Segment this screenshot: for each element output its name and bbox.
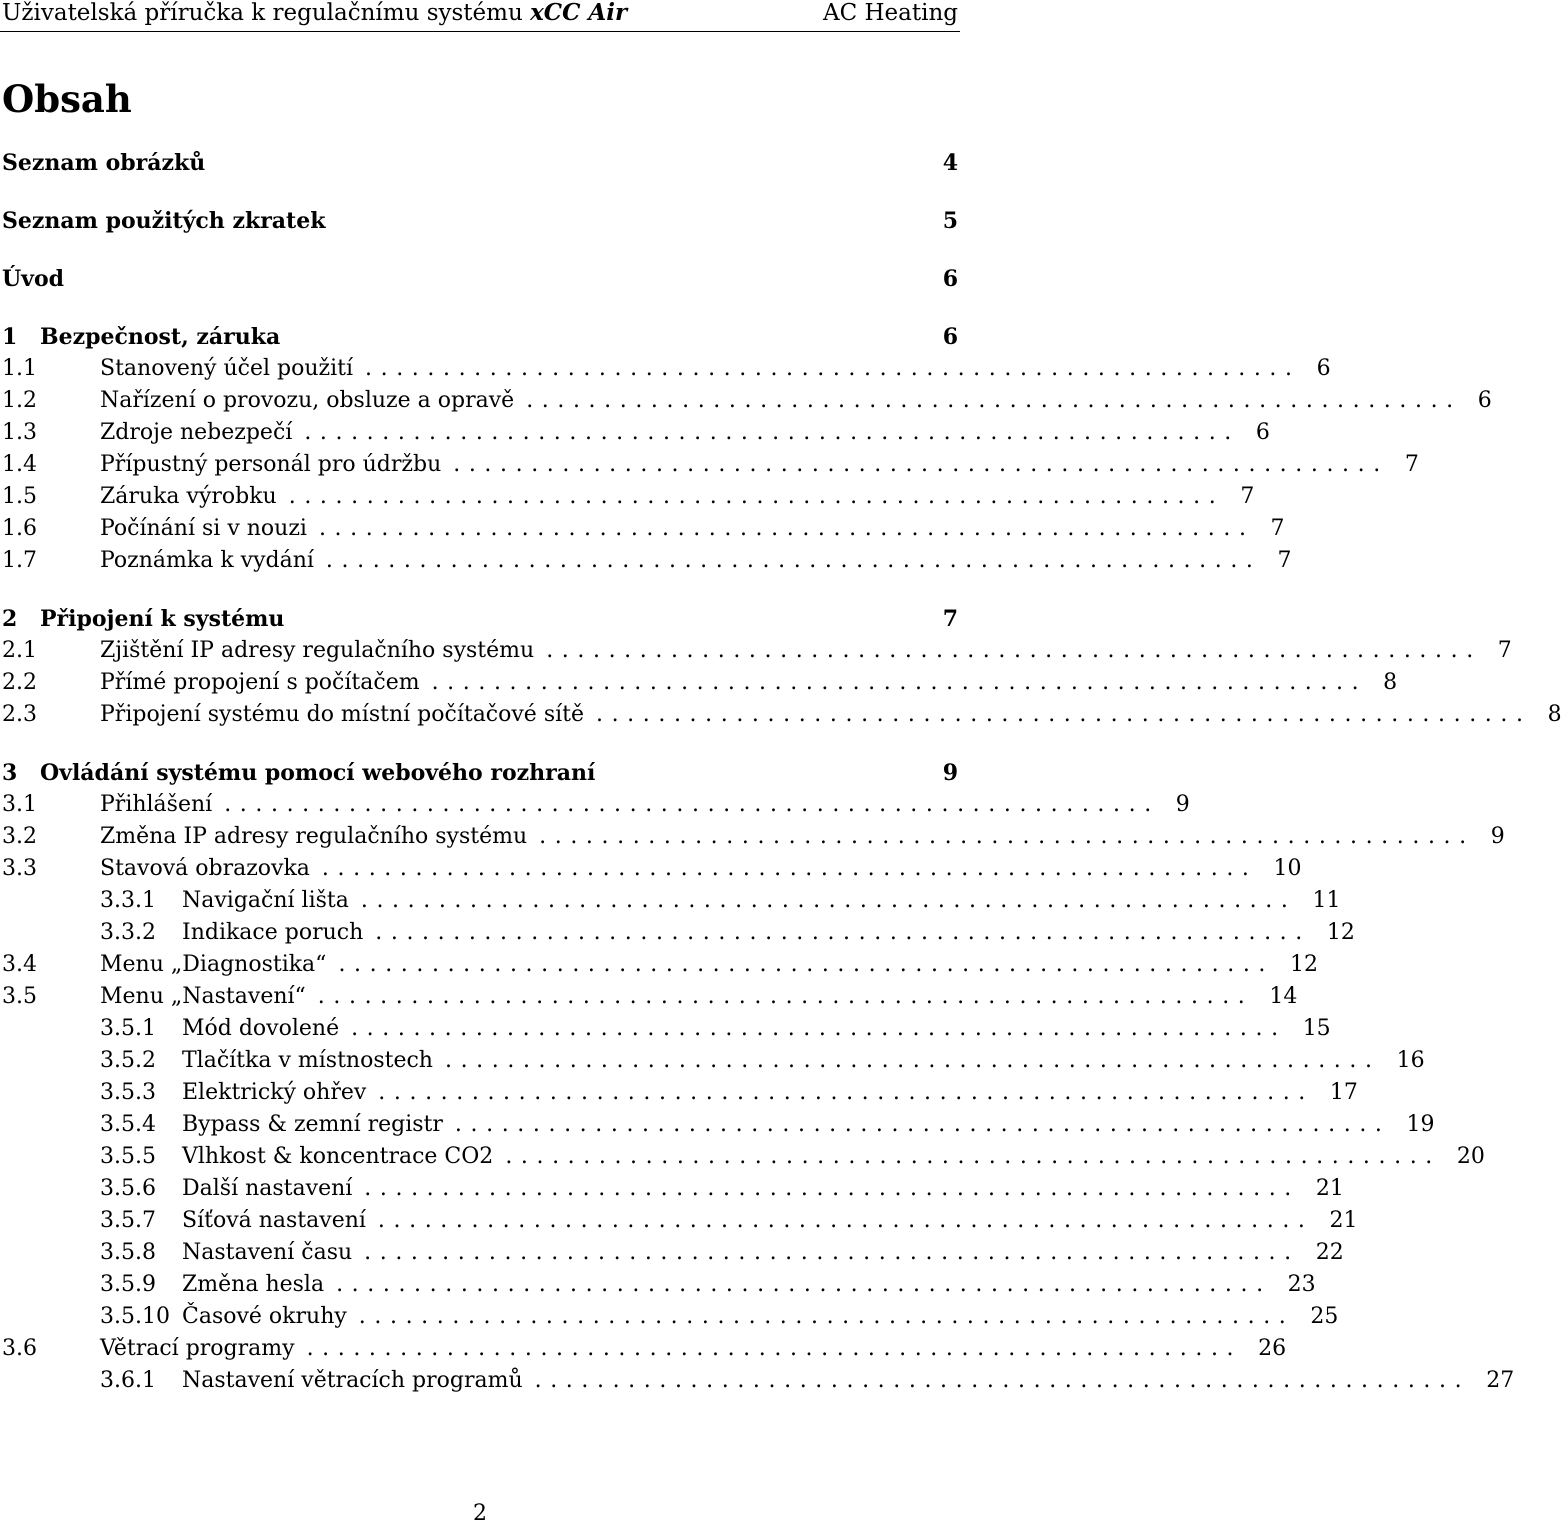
- toc-entry-page: 7: [1277, 548, 1292, 573]
- toc-dot-leader: ............................................................: [358, 1304, 1295, 1329]
- toc-entry-label: Nařízení o provozu, obsluze a opravě: [100, 388, 515, 413]
- toc-dot-leader: ............................................................: [365, 356, 1301, 381]
- toc-entry-number: 1.2: [2, 388, 37, 413]
- toc-subsection-entry[interactable]: [0, 1046, 1425, 1076]
- toc-entry-page: 14: [1269, 984, 1298, 1009]
- toc-entry-label: Mód dovolené: [182, 1016, 340, 1041]
- toc-chapter-entry[interactable]: [0, 604, 960, 634]
- toc-entry-label: Navigační lišta: [182, 888, 349, 913]
- toc-dot-leader: ............................................................: [453, 452, 1389, 477]
- toc-dot-leader: ............................................................: [224, 792, 1160, 817]
- toc-entry-page: 21: [1315, 1176, 1344, 1201]
- toc-entry-label: Menu „Nastavení“: [100, 984, 306, 1009]
- toc-subsection-entry[interactable]: [0, 1206, 1358, 1236]
- toc-dot-leader: ............................................................: [318, 516, 1255, 541]
- toc-section-entry[interactable]: [0, 822, 1505, 852]
- toc-dot-leader: ............................................................: [360, 888, 1297, 913]
- toc-entry-label: Nastavení větracích programů: [182, 1368, 523, 1393]
- toc-dot-leader: ............................................................: [351, 1016, 1287, 1041]
- toc-section-entry[interactable]: [0, 418, 1270, 448]
- toc-section-entry[interactable]: [0, 636, 1512, 666]
- toc-entry-label: Indikace poruch: [182, 920, 364, 945]
- toc-entry-number: 3.5.10: [100, 1304, 170, 1329]
- toc-dot-leader: ............................................................: [534, 1368, 1471, 1393]
- toc-dot-leader: ............................................................: [288, 484, 1225, 509]
- toc-entry-label: Přípustný personál pro údržbu: [100, 452, 442, 477]
- toc-entry-page: 9: [942, 760, 958, 786]
- toc-subsection-entry[interactable]: [0, 1270, 1316, 1300]
- toc-entry-label: Zjištění IP adresy regulačního systému: [100, 638, 535, 663]
- toc-entry-number: 3.3.1: [100, 888, 156, 913]
- toc-entry-number: 3: [2, 760, 18, 786]
- toc-chapter-entry[interactable]: [0, 148, 960, 178]
- toc-dot-leader: ............................................................: [364, 1176, 1300, 1201]
- toc-entry-number: 3.6: [2, 1336, 37, 1361]
- toc-entry-label: Síťová nastavení: [182, 1208, 366, 1233]
- toc-subsection-entry[interactable]: [0, 1014, 1331, 1044]
- toc-entry-page: 7: [1497, 638, 1512, 663]
- toc-entry-label: Úvod: [2, 266, 65, 292]
- toc-dot-leader: ............................................................: [539, 824, 1475, 849]
- toc-section-entry[interactable]: [0, 854, 1302, 884]
- toc-entry-page: 12: [1290, 952, 1319, 977]
- toc-entry-label: Další nastavení: [182, 1176, 353, 1201]
- toc-title: Obsah: [2, 77, 132, 121]
- toc-dot-leader: ............................................................: [454, 1112, 1391, 1137]
- toc-dot-leader: ............................................................: [364, 1240, 1300, 1265]
- header-product-name: xCC Air: [530, 0, 628, 26]
- toc-entry-page: 6: [1255, 420, 1270, 445]
- toc-entry-page: 16: [1396, 1048, 1425, 1073]
- toc-section-entry[interactable]: [0, 354, 1331, 384]
- toc-entry-page: 15: [1302, 1016, 1331, 1041]
- toc-entry-page: 6: [942, 266, 958, 292]
- toc-entry-page: 21: [1329, 1208, 1358, 1233]
- toc-section-entry[interactable]: [0, 482, 1255, 512]
- toc-entry-number: 2.1: [2, 638, 37, 663]
- toc-entry-number: 1.7: [2, 548, 37, 573]
- header-document-title: [2, 0, 627, 26]
- toc-entry-number: 3.5.7: [100, 1208, 156, 1233]
- toc-entry-number: 3.5.6: [100, 1176, 156, 1201]
- toc-entry-label: Tlačítka v místnostech: [182, 1048, 433, 1073]
- toc-section-entry[interactable]: [0, 450, 1419, 480]
- toc-entry-page: 10: [1273, 856, 1302, 881]
- toc-entry-label: Seznam obrázků: [2, 150, 206, 176]
- toc-subsection-entry[interactable]: [0, 1078, 1358, 1108]
- toc-dot-leader: ............................................................: [336, 1272, 1272, 1297]
- toc-entry-label: Větrací programy: [100, 1336, 295, 1361]
- toc-dot-leader: ............................................................: [377, 1208, 1314, 1233]
- toc-entry-page: 5: [942, 208, 958, 234]
- header-company: AC Heating: [822, 0, 958, 26]
- toc-entry-label: Elektrický ohřev: [182, 1080, 367, 1105]
- toc-subsection-entry[interactable]: [0, 1302, 1339, 1332]
- toc-subsection-entry[interactable]: [0, 1238, 1344, 1268]
- toc-entry-number: 3.5.1: [100, 1016, 156, 1041]
- toc-section-entry[interactable]: [0, 514, 1285, 544]
- toc-entry-page: 8: [1547, 702, 1562, 727]
- toc-entry-page: 6: [1477, 388, 1492, 413]
- toc-entry-number: 3.5.3: [100, 1080, 156, 1105]
- toc-entry-page: 12: [1326, 920, 1355, 945]
- toc-entry-label: Menu „Diagnostika“: [100, 952, 327, 977]
- toc-entry-label: Bypass & zemní registr: [182, 1112, 443, 1137]
- toc-entry-label: Změna hesla: [182, 1272, 325, 1297]
- toc-entry-label: Nastavení času: [182, 1240, 353, 1265]
- toc-chapter-entry[interactable]: [0, 322, 960, 352]
- toc-dot-leader: ............................................................: [378, 1080, 1314, 1105]
- toc-chapter-entry[interactable]: [0, 264, 960, 294]
- toc-dot-leader: ............................................................: [526, 388, 1462, 413]
- toc-entry-number: 1.6: [2, 516, 37, 541]
- toc-dot-leader: ............................................................: [321, 856, 1258, 881]
- toc-dot-leader: ............................................................: [325, 548, 1262, 573]
- toc-entry-page: 22: [1315, 1240, 1344, 1265]
- toc-entry-number: 2: [2, 606, 18, 632]
- toc-entry-page: 26: [1258, 1336, 1287, 1361]
- running-header: [0, 0, 960, 32]
- toc-section-entry[interactable]: [0, 950, 1319, 980]
- toc-dot-leader: ............................................................: [596, 702, 1532, 727]
- toc-section-entry[interactable]: [0, 546, 1292, 576]
- toc-entry-page: 6: [942, 324, 958, 350]
- toc-entry-page: 23: [1287, 1272, 1316, 1297]
- toc-entry-label: Seznam použitých zkratek: [2, 208, 326, 234]
- toc-entry-label: Poznámka k vydání: [100, 548, 314, 573]
- toc-entry-number: 2.3: [2, 702, 37, 727]
- toc-entry-page: 27: [1486, 1368, 1515, 1393]
- toc-entry-page: 6: [1316, 356, 1331, 381]
- toc-chapter-entry[interactable]: [0, 758, 960, 788]
- toc-dot-leader: ............................................................: [444, 1048, 1381, 1073]
- toc-entry-page: 17: [1329, 1080, 1358, 1105]
- toc-subsection-entry[interactable]: [0, 1142, 1485, 1172]
- toc-subsection-entry[interactable]: [0, 886, 1341, 916]
- toc-entry-number: 3.3.2: [100, 920, 156, 945]
- toc-entry-label: Přihlášení: [100, 792, 213, 817]
- toc-entry-page: 11: [1312, 888, 1341, 913]
- toc-section-entry[interactable]: [0, 1334, 1287, 1364]
- toc-entry-page: 7: [942, 606, 958, 632]
- toc-entry-number: 3.5: [2, 984, 37, 1009]
- toc-section-entry[interactable]: [0, 668, 1398, 698]
- toc-entry-label: Připojení k systému: [40, 606, 285, 632]
- toc-entry-label: Přímé propojení s počítačem: [100, 670, 420, 695]
- toc-subsection-entry[interactable]: [0, 1366, 1515, 1396]
- toc-dot-leader: ............................................................: [546, 638, 1482, 663]
- toc-subsection-entry[interactable]: [0, 1110, 1435, 1140]
- toc-entry-number: 3.4: [2, 952, 37, 977]
- toc-entry-label: Stavová obrazovka: [100, 856, 310, 881]
- toc-section-entry[interactable]: [0, 790, 1190, 820]
- toc-chapter-entry[interactable]: [0, 206, 960, 236]
- toc-entry-number: 3.5.4: [100, 1112, 156, 1137]
- toc-entry-page: 7: [1404, 452, 1419, 477]
- toc-entry-label: Vlhkost & koncentrace CO2: [182, 1144, 494, 1169]
- toc-dot-leader: ............................................................: [505, 1144, 1441, 1169]
- toc-entry-label: Stanovený účel použití: [100, 356, 354, 381]
- toc-entry-number: 2.2: [2, 670, 37, 695]
- header-title-prefix: Uživatelská příručka k regulačnímu systému: [2, 0, 531, 26]
- toc-entry-number: 3.3: [2, 856, 37, 881]
- toc-entry-label: Záruka výrobku: [100, 484, 277, 509]
- toc-dot-leader: ............................................................: [431, 670, 1368, 695]
- toc-entry-number: 1.4: [2, 452, 37, 477]
- toc-dot-leader: ............................................................: [338, 952, 1275, 977]
- toc-entry-number: 3.1: [2, 792, 37, 817]
- toc-entry-label: Bezpečnost, záruka: [40, 324, 281, 350]
- toc-section-entry[interactable]: [0, 700, 1562, 730]
- toc-entry-number: 1.5: [2, 484, 37, 509]
- toc-entry-page: 20: [1456, 1144, 1485, 1169]
- toc-entry-number: 1: [2, 324, 18, 350]
- toc-entry-number: 3.5.5: [100, 1144, 156, 1169]
- toc-section-entry[interactable]: [0, 982, 1298, 1012]
- toc-entry-page: 9: [1175, 792, 1190, 817]
- toc-dot-leader: ............................................................: [306, 1336, 1243, 1361]
- toc-dot-leader: ............................................................: [375, 920, 1311, 945]
- toc-entry-page: 25: [1310, 1304, 1339, 1329]
- toc-entry-page: 7: [1240, 484, 1255, 509]
- toc-entry-number: 3.5.8: [100, 1240, 156, 1265]
- toc-entry-page: 9: [1490, 824, 1505, 849]
- toc-entry-number: 1.3: [2, 420, 37, 445]
- toc-entry-label: Počínání si v nouzi: [100, 516, 307, 541]
- toc-dot-leader: ............................................................: [304, 420, 1240, 445]
- toc-entry-page: 8: [1383, 670, 1398, 695]
- toc-entry-number: 1.1: [2, 356, 37, 381]
- toc-entry-page: 7: [1270, 516, 1285, 541]
- toc-section-entry[interactable]: [0, 386, 1492, 416]
- toc-entry-number: 3.5.9: [100, 1272, 156, 1297]
- toc-entry-page: 4: [942, 150, 958, 176]
- toc-entry-label: Ovládání systému pomocí webového rozhraní: [40, 760, 596, 786]
- toc-entry-number: 3.5.2: [100, 1048, 156, 1073]
- toc-entry-number: 3.2: [2, 824, 37, 849]
- toc-entry-number: 3.6.1: [100, 1368, 156, 1393]
- toc-entry-label: Zdroje nebezpečí: [100, 420, 293, 445]
- toc-entry-page: 19: [1406, 1112, 1435, 1137]
- page-number: 2: [473, 1501, 487, 1526]
- toc-entry-label: Změna IP adresy regulačního systému: [100, 824, 528, 849]
- toc-entry-label: Časové okruhy: [182, 1304, 347, 1329]
- toc-entry-label: Připojení systému do místní počítačové sítě: [100, 702, 584, 727]
- toc-subsection-entry[interactable]: [0, 1174, 1344, 1204]
- toc-dot-leader: ............................................................: [317, 984, 1254, 1009]
- toc-subsection-entry[interactable]: [0, 918, 1355, 948]
